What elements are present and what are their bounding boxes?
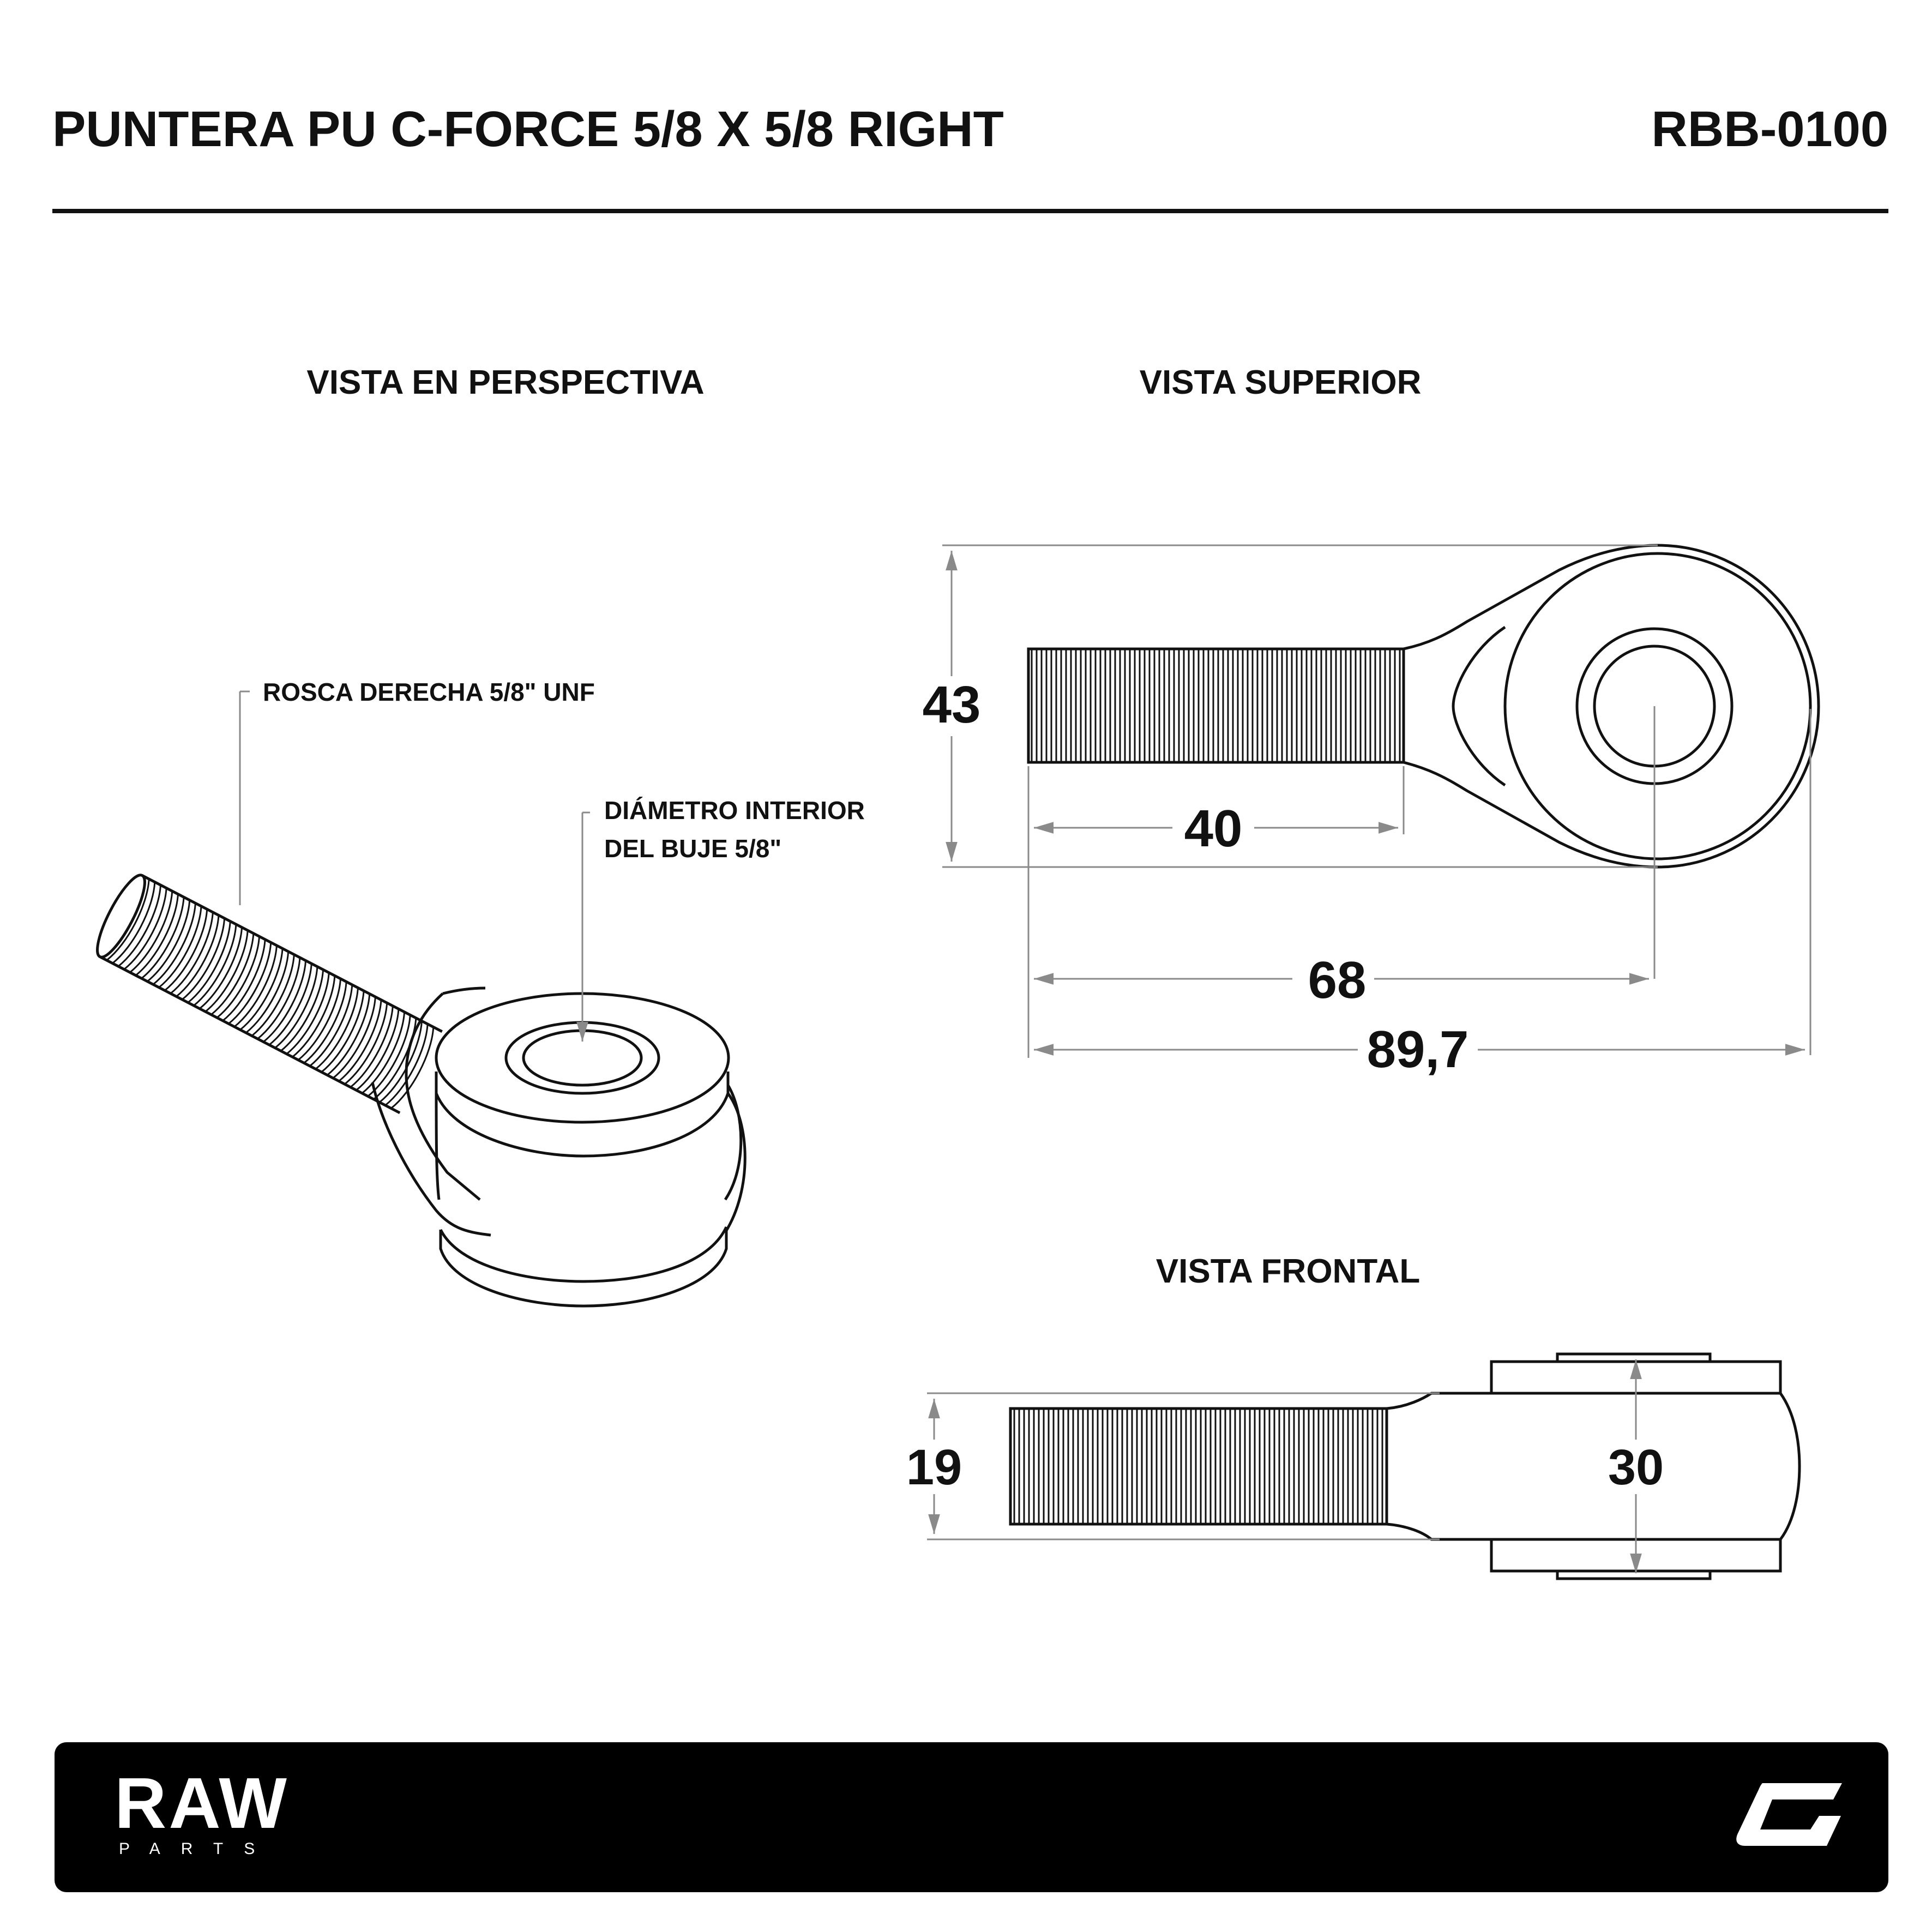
- front-neck: [1387, 1393, 1799, 1539]
- brand-logo: RAW: [115, 1763, 289, 1843]
- product-code: RBB-0100: [1651, 101, 1888, 157]
- dim-thread-diameter: 19: [906, 1440, 962, 1495]
- dim-center-distance: 68: [1308, 951, 1367, 1009]
- dim-ball-width: 30: [1608, 1440, 1664, 1495]
- top-eye-outline: [1404, 545, 1819, 867]
- top-view-dimensions: [942, 545, 1810, 1058]
- top-view: [1028, 545, 1819, 867]
- product-title: PUNTERA PU C-FORCE 5/8 X 5/8 RIGHT: [52, 101, 1004, 157]
- callout-bore-line1: DIÁMETRO INTERIOR: [604, 796, 865, 824]
- front-view: [1010, 1354, 1799, 1579]
- front-bushing-bottom: [1557, 1571, 1710, 1579]
- perspective-ball-bottom: [441, 1227, 726, 1306]
- perspective-neck: [406, 994, 480, 1200]
- dim-overall-length: 89,7: [1367, 1020, 1469, 1079]
- perspective-view: [89, 870, 745, 1306]
- perspective-head-side: [436, 1085, 741, 1200]
- perspective-thread-lines: [107, 879, 441, 1112]
- top-thread-body: [1028, 649, 1404, 762]
- top-head-circle: [1505, 553, 1810, 859]
- view-title-front: VISTA FRONTAL: [1155, 1253, 1421, 1290]
- callout-bore-line2: DEL BUJE 5/8": [604, 834, 782, 863]
- callout-thread: ROSCA DERECHA 5/8" UNF: [263, 678, 595, 706]
- front-thread-body: [1010, 1409, 1387, 1524]
- header-divider: [52, 209, 1888, 213]
- perspective-thread: [89, 870, 442, 1112]
- dim-height: 43: [922, 676, 981, 734]
- top-thread-lines: [1032, 650, 1400, 761]
- footer-bar: [55, 1742, 1888, 1892]
- front-thread-lines: [1014, 1410, 1382, 1523]
- header: [52, 101, 1888, 213]
- view-title-perspective: VISTA EN PERSPECTIVA: [306, 364, 705, 401]
- top-eye-inner-loop: [1453, 627, 1505, 785]
- view-title-top: VISTA SUPERIOR: [1139, 364, 1422, 401]
- dim-thread-length: 40: [1184, 799, 1243, 858]
- front-bushing-top: [1557, 1354, 1710, 1362]
- brand-subtitle: PARTS: [119, 1840, 276, 1858]
